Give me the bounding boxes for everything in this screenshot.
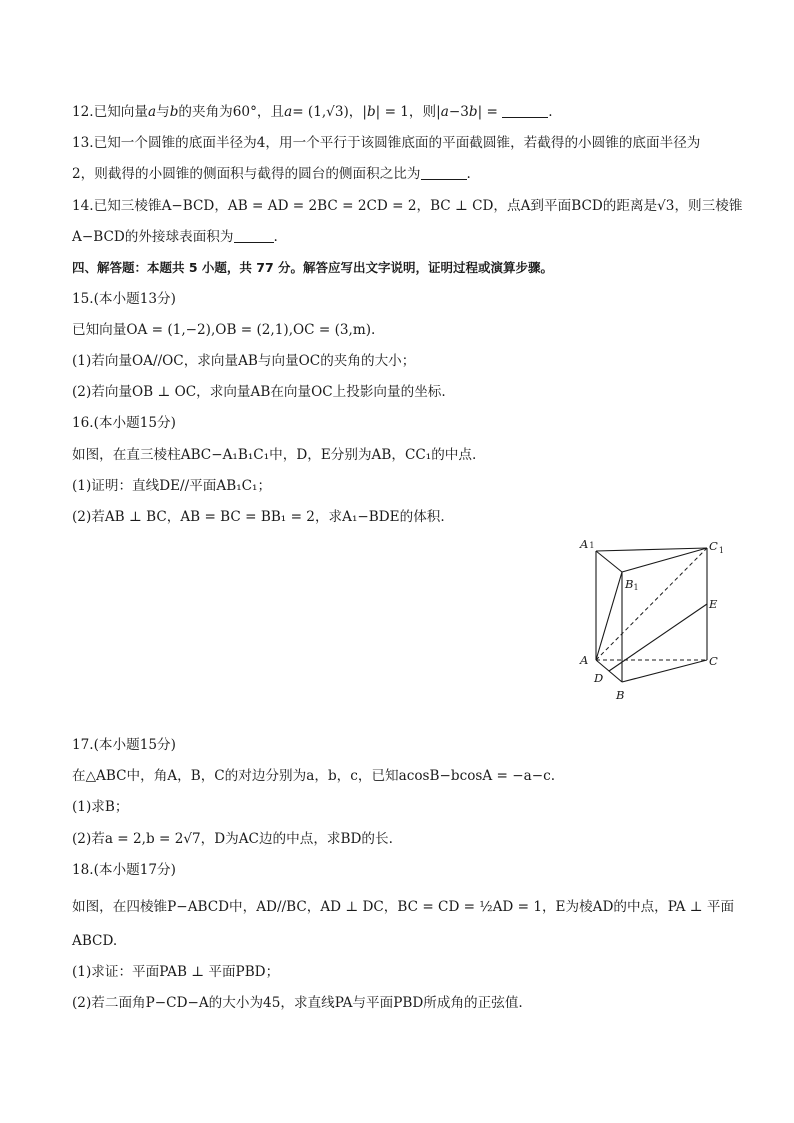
label-a: A bbox=[580, 653, 589, 667]
answer-blank[interactable] bbox=[234, 228, 274, 243]
q12-number: 12. bbox=[72, 104, 94, 120]
q18-stem-cont: ABCD. bbox=[72, 933, 118, 949]
q13-line-2: 2，则截得的小圆锥的侧面积与截得的圆台的侧面积之比为 . bbox=[72, 166, 471, 182]
q14-line-2: A−BCD的外接球表面积为 . bbox=[72, 229, 278, 245]
label-b: B bbox=[616, 688, 625, 702]
q14-line-1: 14.已知三棱锥A−BCD，AB = AD = 2BC = 2CD = 2，BC ⊥ CD，点A到平面BCD的距离是√3，则三棱锥 bbox=[72, 198, 743, 214]
edge-bc bbox=[622, 660, 707, 682]
label-c: C bbox=[709, 654, 718, 668]
section-heading: 四、解答题：本题共 5 小题，共 77 分。解答应写出文字说明，证明过程或演算步骤。 bbox=[72, 260, 554, 275]
q15-stem: 已知向量OA = (1,−2),OB = (2,1),OC = (3,m). bbox=[72, 322, 376, 338]
edge-a1b1 bbox=[596, 551, 622, 572]
q16-stem: 如图，在直三棱柱ABC−A₁B₁C₁中，D，E分别为AB，CC₁的中点. bbox=[72, 447, 477, 463]
q18-heading: 18.(本小题17分) bbox=[72, 862, 176, 878]
q12-line: 12.已知向量a与b的夹角为60°，且a= (1,√3)，|b| = 1，则|a−3b| = . bbox=[72, 104, 553, 120]
label-c1: $C_1$ bbox=[709, 539, 724, 555]
label-b1: B1 bbox=[625, 577, 639, 592]
segment-de bbox=[609, 604, 707, 671]
segment-ab1 bbox=[596, 572, 622, 660]
q18-part-1: (1)求证：平面PAB ⊥ 平面PBD； bbox=[72, 964, 280, 980]
q16-part-1: (1)证明：直线DE//平面AB₁C₁； bbox=[72, 478, 272, 494]
q17-stem: 在△ABC中，角A，B，C的对边分别为a，b，c，已知acosB−bcosA = −a−c. bbox=[72, 768, 556, 784]
answer-blank[interactable] bbox=[421, 165, 467, 180]
q15-heading: 15.(本小题13分) bbox=[72, 291, 176, 307]
q15-part-1: (1)若向量OA//OC，求向量AB与向量OC的夹角的大小； bbox=[72, 353, 416, 369]
q16-heading: 16.(本小题15分) bbox=[72, 415, 176, 431]
q13-line-1: 13.已知一个圆锥的底面半径为4，用一个平行于该圆锥底面的平面截圆锥，若截得的小圆锥的底面半径为 bbox=[72, 135, 701, 151]
edge-a1c1 bbox=[596, 548, 707, 551]
q17-heading: 17.(本小题15分) bbox=[72, 737, 176, 753]
prism-figure bbox=[576, 532, 726, 710]
q18-part-2: (2)若二面角P−CD−A的大小为45，求直线PA与平面PBD所成角的正弦值. bbox=[72, 995, 523, 1011]
q17-part-1: (1)求B； bbox=[72, 799, 129, 815]
q17-part-2: (2)若a = 2,b = 2√7，D为AC边的中点，求BD的长. bbox=[72, 831, 393, 847]
q15-part-2: (2)若向量OB ⊥ OC，求向量AB在向量OC上投影向量的坐标. bbox=[72, 384, 446, 400]
answer-blank[interactable] bbox=[502, 103, 548, 118]
label-d: D bbox=[594, 671, 604, 685]
label-e: E bbox=[709, 597, 718, 611]
edge-b1c1 bbox=[622, 548, 707, 572]
q18-stem: 如图，在四棱锥P−ABCD中，AD//BC，AD ⊥ DC，BC = CD = ½AD = 1，E为棱AD的中点，PA ⊥ 平面 bbox=[72, 899, 735, 915]
prism-diagram bbox=[576, 532, 726, 710]
q16-part-2: (2)若AB ⊥ BC，AB = BC = BB₁ = 2，求A₁−BDE的体积. bbox=[72, 509, 445, 525]
label-a1: A1 bbox=[580, 537, 595, 551]
